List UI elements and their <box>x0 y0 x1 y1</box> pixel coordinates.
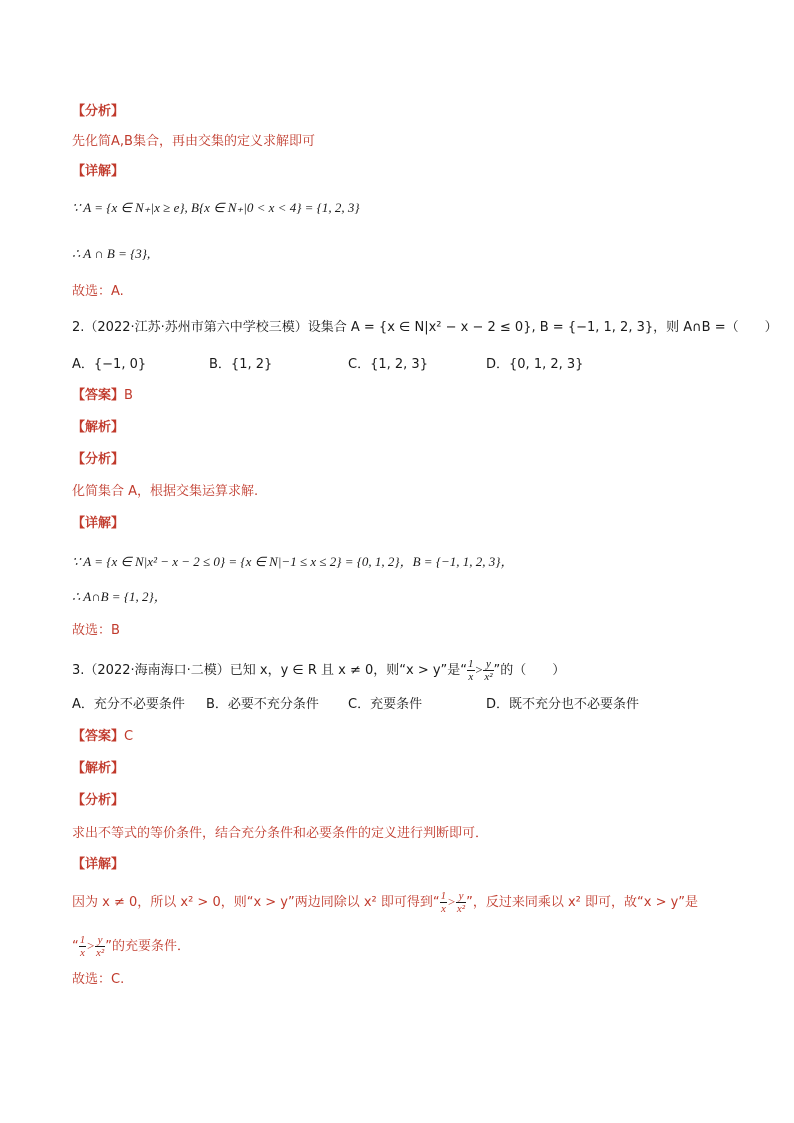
q2-detail-label: 【详解】 <box>72 516 125 531</box>
q3-option-c: C．充要条件 <box>348 697 423 712</box>
q2-option-c: C．{1, 2, 3} <box>348 357 428 372</box>
q2-analysis-label: 【分析】 <box>72 452 125 467</box>
analysis-text-1: 先化简A,B集合，再由交集的定义求解即可 <box>72 134 315 149</box>
detail-frac-y-over-x2: $\frac{y}{\text{x²}}$ <box>456 890 466 915</box>
detail2-frac-y-over-x2: $\frac{y}{\text{x²}}$ <box>96 934 105 959</box>
q2-detail-line-1: ∵ A = {x ∈ N|x² − x − 2 ≤ 0} = {x ∈ N|−1 ≤ x ≤ 2} = {0, 1, 2}，B = {−1, 1, 2, 3}， <box>72 554 514 569</box>
q2-answer: 【答案】B <box>72 388 133 403</box>
question-2-stem: 2.（2022·江苏·苏州市第六中学校三模）设集合 A = {x ∈ N|x² − x − 2 ≤ 0}, B = {−1, 1, 2, 3}，则 A∩B =（ ） <box>72 320 778 335</box>
detail-line-1a: ∵ A = {x ∈ N₊|x ≥ e}, B{x ∈ N₊|0 < x < 4} = {1, 2, 3} <box>72 200 360 215</box>
q3-analysis-label: 【分析】 <box>72 793 125 808</box>
q2-option-b: B．{1, 2} <box>209 357 273 372</box>
q2-option-d: D．{0, 1, 2, 3} <box>486 357 584 372</box>
detail2-frac-1-over-x: $\frac{1}{x}$ <box>79 934 86 959</box>
detail-label-1: 【详解】 <box>72 164 125 179</box>
q2-choice: 故选：B <box>72 623 120 638</box>
q3-choice: 故选：C. <box>72 972 125 987</box>
q3-option-a: A．充分不必要条件 <box>72 697 185 712</box>
question-3-stem: 3.（2022·海南海口·二模）已知 x，y ∈ R 且 x ≠ 0，则“x > y”是“ $\frac{1}{x}$ > $\frac{y}{\text{x²}}$ ”的（ ） <box>72 658 566 683</box>
q3-analysis-text: 求出不等式的等价条件，结合充分条件和必要条件的定义进行判断即可． <box>72 826 489 841</box>
q3-option-b: B．必要不充分条件 <box>206 697 319 712</box>
q2-analysis-text: 化简集合 A，根据交集运算求解. <box>72 484 259 499</box>
q3-answer: 【答案】C <box>72 729 134 744</box>
q3-detail-line-1: 因为 x ≠ 0，所以 x² > 0，则“x > y”两边同除以 x² 即可得到“ $\frac{1}{x}$ > $\frac{y}{\text{x²}}$ ”，反过来同乘以 x² 即可，故“x > y”是 <box>72 890 699 915</box>
q3-detail-line-2: “ $\frac{1}{x}$ > $\frac{y}{\text{x²}}$ ”的充要条件． <box>72 934 190 959</box>
detail-frac-1-over-x: $\frac{1}{x}$ <box>440 890 447 915</box>
choice-1: 故选：A. <box>72 284 124 299</box>
analysis-label-1: 【分析】 <box>72 104 125 119</box>
frac-1-over-x: $\frac{1}{x}$ <box>468 658 474 683</box>
q2-detail-line-2: ∴ A∩B = {1, 2}， <box>72 589 167 604</box>
frac-y-over-x2: $\frac{y}{\text{x²}}$ <box>484 658 493 683</box>
detail-line-1b: ∴ A ∩ B = {3}, <box>72 246 151 261</box>
q2-option-a: A．{−1, 0} <box>72 357 147 372</box>
q2-explain-label: 【解析】 <box>72 420 125 435</box>
q3-explain-label: 【解析】 <box>72 761 125 776</box>
q3-option-d: D．既不充分也不必要条件 <box>486 697 640 712</box>
q3-detail-label: 【详解】 <box>72 857 125 872</box>
